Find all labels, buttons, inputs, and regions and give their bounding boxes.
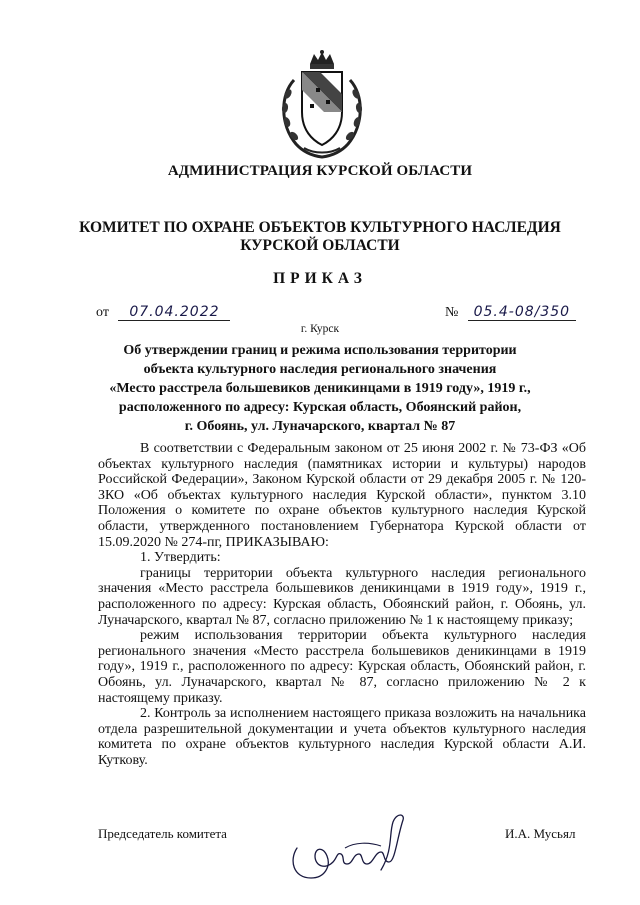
order-subject (0, 341, 640, 436)
committee-title-line2: КУРСКОЙ ОБЛАСТИ (240, 237, 400, 254)
subject-line-2: объекта культурного наследия регионального значения (143, 362, 497, 377)
number-label: № (445, 305, 459, 320)
body-paragraph-item-1: 1. Утвердить: (140, 550, 221, 566)
subject-line-4: расположенного по адресу: Курская область, Обоянский район, (118, 400, 522, 415)
committee-title-line1: КОМИТЕТ ПО ОХРАНЕ ОБЪЕКТОВ КУЛЬТУРНОГО НАСЛЕДИЯ (79, 219, 561, 236)
signatory-name: И.А. Мусьял (505, 826, 576, 841)
signatory-position: Председатель комитета (98, 826, 227, 841)
body-paragraph-usage-regime: режим использования территории объекта культурного наследия регионального значения «Место расстрела большевиков деникинцами в 1919 году», 1919 г., расположенного по адресу: Курская область, Обоянский район, г. Обоянь, ул. Луначарского, квартал № 87, согласно приложению № 2 к настоящему приказу. (98, 628, 586, 706)
body-paragraph-preamble: В соответствии с Федеральным законом от 25 июня 2002 г. № 73-ФЗ «Об объектах культурного наследия (памятниках истории и культуры) народов Российской Федерации», Законом Курской области от 29 декабря 2005 г. № 120-ЗКО «Об объектах культурного наследия Курской области», пунктом 3.10 Положения о комитете по охране объектов культурного наследия Курской области, утвержденного постановлением Губернатора Курской области от 15.09.2020 № 274-пг, ПРИКАЗЫВАЮ: (98, 441, 586, 550)
subject-line-1: Об утверждении границ и режима использования территории (123, 343, 517, 358)
order-date-line (118, 305, 230, 321)
organization-title: АДМИНИСТРАЦИЯ КУРСКОЙ ОБЛАСТИ (167, 163, 473, 179)
coat-of-arms-emblem (274, 50, 370, 160)
date-label: от (96, 305, 109, 320)
order-body (98, 441, 586, 768)
body-paragraph-boundaries: границы территории объекта культурного наследия регионального значения «Место расстрела большевиков деникинцами в 1919 году», 1919 г., расположенного по адресу: Курская область, Обоянский район, г. Обоянь, ул. Луначарского, квартал № 87, согласно приложению № 1 к настоящему приказу; (98, 565, 586, 628)
handwritten-signature (285, 808, 415, 886)
order-date-value: 07.04.2022 (129, 304, 220, 320)
subject-line-3: «Место расстрела большевиков деникинцами в 1919 году», 1919 г., (109, 381, 531, 396)
city-label: г. Курск (300, 323, 340, 335)
body-paragraph-item-2: 2. Контроль за исполнением настоящего приказа возложить на начальника отдела разрешительной документации и учета объектов культурного наследия комитета по охране объектов культурного наследия Курской области А.И. Куткову. (98, 706, 586, 768)
order-number-line (468, 305, 576, 321)
order-date-field (96, 305, 230, 321)
document-type-title: ПРИКАЗ (273, 270, 367, 287)
order-number-value: 05.4-08/350 (473, 304, 571, 320)
order-number-field (445, 305, 576, 321)
committee-title (0, 219, 640, 255)
subject-line-5: г. Обоянь, ул. Луначарского, квартал № 87 (184, 419, 456, 434)
